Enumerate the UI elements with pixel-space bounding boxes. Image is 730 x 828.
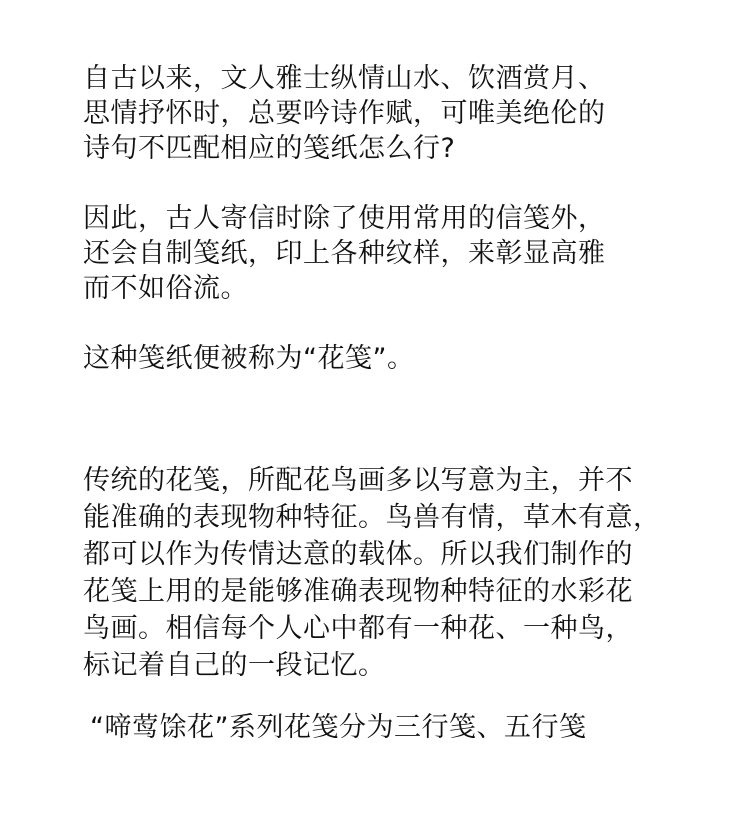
text-line: “啼莺馀花”系列花笺分为三行笺、五行笺 [90, 712, 587, 743]
text-line: 花笺上用的是能够准确表现物种特征的水彩花 [83, 576, 633, 607]
text-line: 标记着自己的一段记忆。 [83, 650, 386, 681]
text-line: 而不如俗流。 [83, 273, 248, 304]
text-line: 自古以来，文人雅士纵情山水、饮酒赏月、 [83, 63, 606, 94]
text-line: 能准确的表现物种特征。鸟兽有情，草木有意， [83, 502, 661, 533]
text-line: 都可以作为传情达意的载体。所以我们制作的 [83, 539, 633, 570]
text-line: 思情抒怀时，总要吟诗作赋，可唯美绝伦的 [83, 98, 606, 129]
text-line: 鸟画。相信每个人心中都有一种花、一种鸟， [83, 613, 633, 644]
text-line: 因此，古人寄信时除了使用常用的信笺外， [83, 203, 606, 234]
text-line: 传统的花笺，所配花鸟画多以写意为主，并不 [83, 465, 633, 496]
text-line: 诗句不匹配相应的笺纸怎么行? [83, 133, 456, 164]
text-line: 这种笺纸便被称为“花笺”。 [83, 343, 415, 374]
text-line: 还会自制笺纸，印上各种纹样，来彰显高雅 [83, 238, 606, 269]
